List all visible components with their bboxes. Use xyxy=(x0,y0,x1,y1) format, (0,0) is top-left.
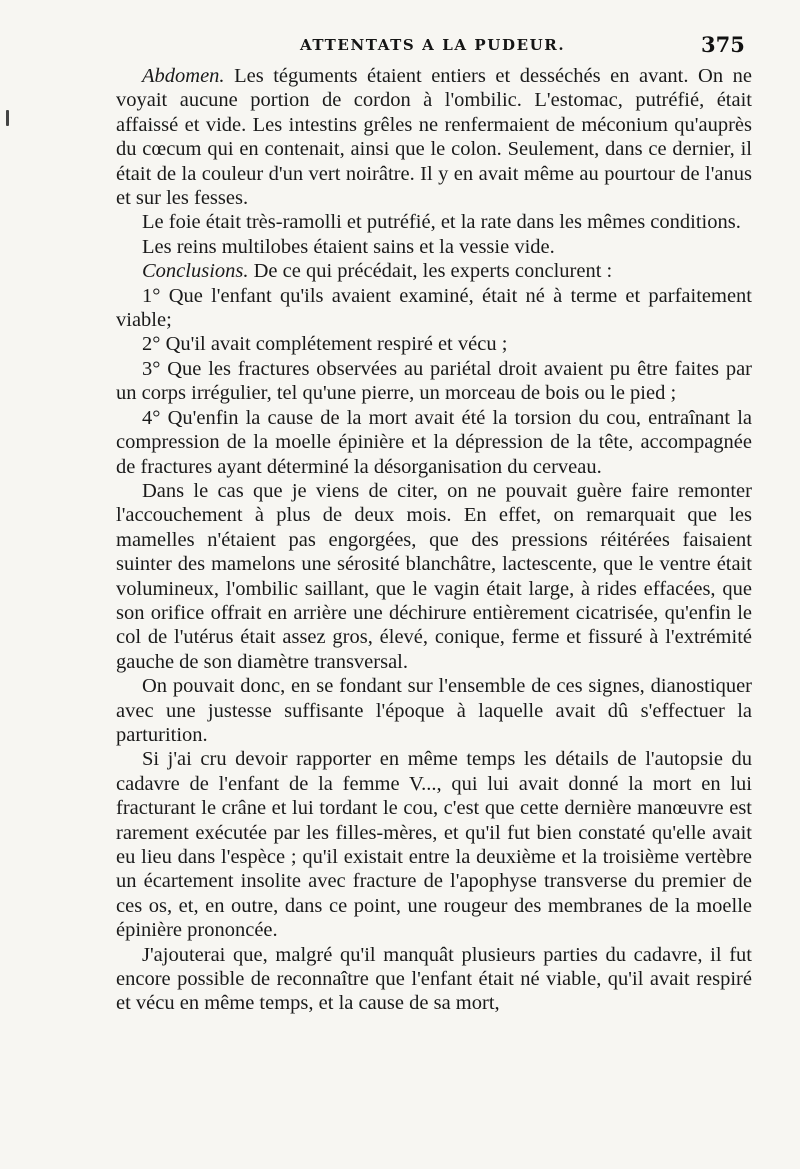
paragraph-text: 1° Que l'enfant qu'ils avaient examiné, était né à terme et parfaitement viable; xyxy=(116,284,752,332)
paragraph-autopsie xyxy=(116,747,752,942)
paragraph-signes xyxy=(116,674,752,747)
paragraph-text: Les reins multilobes étaient sains et la vessie vide. xyxy=(142,235,555,258)
conclusion-item-1 xyxy=(116,284,752,333)
paragraph-text: Les téguments étaient entiers et desséchés en avant. On ne voyait aucune portion de cordon à l'ombilic. L'estomac, putréfié, était affaissé et vide. Les intestins grêles ne renfermaient de méconium qu'auprès du cœcum qui en contenait, ainsi que le colon. Seulement, dans ce dernier, il était de la couleur d'un vert noirâtre. Il y en avait même au pourtour de l'anus et sur les fesses. xyxy=(116,65,752,210)
paragraph-text: Si j'ai cru devoir rapporter en même temps les détails de l'autopsie du cadavre de l'enfant de la femme V..., qui lui avait donné la mort en lui fracturant le crâne et lui tordant le cou, c'est que cette dernière manœuvre est rarement exécutée par les filles-mères, et qu'il fut bien constaté qu'elle avait eu lieu dans l'espèce ; qu'il existait entre la deuxième et la troisième vertèbre un écartement insolite avec fracture de l'apophyse transverse du premier de ces os, et, en outre, dans ce point, une rougeur des membranes de la moelle épinière prononcée. xyxy=(116,748,752,942)
paragraph-text: Dans le cas que je viens de citer, on ne pouvait guère faire remonter l'accouchement à plus de deux mois. En effet, on remarquait que les mamelles n'étaient pas engorgées, que des pressions réitérées faisaient suinter des mamelons une sérosité blanchâtre, lactescente, que le ventre était volumineux, l'ombilic saillant, que le vagin était large, à rides effacées, que son orifice offrait en arrière une déchirure entièrement cicatrisée, qu'enfin le col de l'utérus était assez gros, élevé, conique, ferme et fissuré à l'extrémité gauche de son diamètre transversal. xyxy=(116,479,752,673)
paragraph-ajouterai xyxy=(116,943,752,1016)
conclusion-item-2 xyxy=(116,332,752,356)
paragraph-cas xyxy=(116,479,752,674)
paragraph-lead: Conclusions. xyxy=(142,260,249,283)
paragraph-foie xyxy=(116,210,752,234)
paragraph-lead: Abdomen. xyxy=(142,65,225,87)
paragraph-text: De ce qui précédait, les experts conclurent : xyxy=(248,260,613,283)
paragraph-text: On pouvait donc, en se fondant sur l'ensemble de ces signes, dianostiquer avec une justesse suffisante l'époque à laquelle avait dû s'effectuer la parturition. xyxy=(116,675,752,746)
body-text xyxy=(116,64,752,1016)
paragraph-text: Le foie était très-ramolli et putréfié, et la rate dans les mêmes conditions. xyxy=(142,211,741,234)
page-number: 375 xyxy=(701,32,745,57)
paragraph-conclusions xyxy=(116,259,752,283)
paragraph-text: 2° Qu'il avait complétement respiré et vécu ; xyxy=(142,333,508,356)
running-head xyxy=(0,34,800,60)
paragraph-text: 3° Que les fractures observées au pariétal droit avaient pu être faites par un corps irrégulier, tel qu'une pierre, un morceau de bois ou le pied ; xyxy=(116,357,752,405)
paragraph-text: 4° Qu'enfin la cause de la mort avait été la torsion du cou, entraînant la compression de la moelle épinière et la dépression de la tête, accompagnée de fractures ayant déterminé la désorganisation du cerveau. xyxy=(116,406,752,478)
margin-mark xyxy=(6,110,9,126)
conclusion-item-4 xyxy=(116,406,752,479)
paragraph-reins xyxy=(116,235,752,259)
running-title: ATTENTATS A LA PUDEUR. xyxy=(300,36,566,54)
paragraph-text: J'ajouterai que, malgré qu'il manquât plusieurs parties du cadavre, il fut encore possible de reconnaître que l'enfant était né viable, qu'il avait respiré et vécu en même temps, et la cause de sa mort, xyxy=(116,943,752,1015)
conclusion-item-3 xyxy=(116,357,752,406)
paragraph-abdomen xyxy=(116,64,752,210)
